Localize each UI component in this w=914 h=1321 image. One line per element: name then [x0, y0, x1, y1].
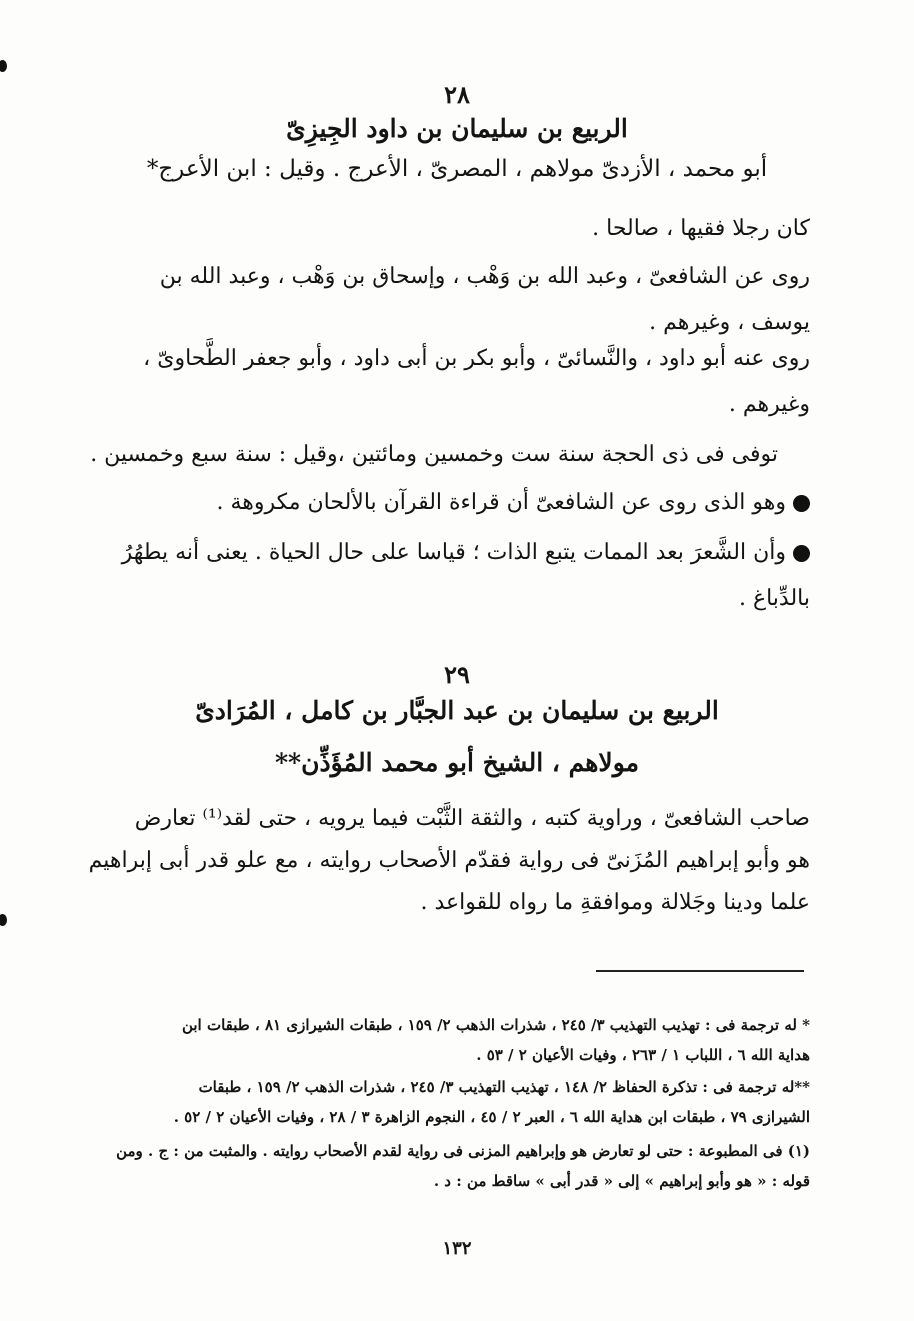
entry-name: الربيع بن سليمان بن عبد الجبَّار بن كامل ، المُرَادىّ — [195, 696, 719, 725]
entry-subtitle: مولاهم ، الشيخ أبو محمد المُؤَذِّن** — [274, 748, 639, 777]
text-line: وغيرهم . — [728, 392, 810, 417]
footnote-line: (١) فى المطبوعة : حتى لو تعارض هو وإبراهيم المزنى فى رواية لقدم الأصحاب روايته . والمثبت من : ج . ومن — [116, 1142, 810, 1160]
footnote-line: قوله : « هو وأبو إبراهيم » إلى « قدر أبى » ساقط من : د . — [433, 1172, 810, 1190]
bullet-icon — [793, 545, 810, 562]
bullet-icon — [793, 495, 810, 512]
text-line: بالدِّباغ . — [738, 586, 810, 611]
footnote-line: **له ترجمة فى : تذكرة الحفاظ ٢/ ١٤٨ ، تهذيب التهذيب ٣/ ٢٤٥ ، شذرات الذهب ٢/ ١٥٩ ، طبقات — [198, 1078, 810, 1096]
page-number: ١٣٢ — [442, 1238, 472, 1259]
text-line: توفى فى ذى الحجة سنة ست وخمسين ومائتين ،وقيل : سنة سبع وخمسين . — [90, 442, 778, 467]
footnote-line: الشيرازى ٧٩ ، طبقات ابن هداية الله ٦ ، العبر ٢ / ٤٥ ، النجوم الزاهرة ٣ / ٢٨ ، وفيات الأعيان ٢ / ٥٢ . — [173, 1108, 810, 1126]
scan-mark — [0, 914, 7, 926]
text-line: وهو الذى روى عن الشافعىّ أن قراءة القرآن بالألحان مكروهة . — [216, 490, 810, 515]
footnote-line: هداية الله ٦ ، اللباب ١ / ٢٦٣ ، وفيات الأعيان ٢ / ٥٣ . — [476, 1046, 810, 1064]
scan-mark — [0, 60, 7, 72]
entry-name: الربيع بن سليمان بن داود الجِيزِىّ — [286, 114, 628, 143]
entry-nasab: أبو محمد ، الأزدىّ مولاهم ، المصرىّ ، الأعرج . وقيل : ابن الأعرج* — [146, 156, 768, 182]
text-line: وأن الشَّعرَ بعد الممات يتبع الذات ؛ قياسا على حال الحياة . يعنى أنه يطهُرُ — [70, 540, 810, 565]
text-line: يوسف ، وغيرهم . — [649, 310, 810, 335]
text-line: روى عن الشافعىّ ، وعبد الله بن وَهْب ، وإسحاق بن وَهْب ، وعبد الله بن — [159, 264, 810, 289]
text-line: علما ودينا وجَلالة وموافقةِ ما رواه للقواعد . — [420, 890, 810, 915]
entry-number: ٢٨ — [444, 80, 470, 109]
footnote-rule — [596, 970, 804, 972]
text-line: كان رجلا فقيها ، صالحا . — [592, 216, 810, 241]
text-line: روى عنه أبو داود ، والنَّسائىّ ، وأبو بكر بن أبى داود ، وأبو جعفر الطَّحاوىّ ، — [143, 346, 810, 371]
entry-number: ٢٩ — [444, 660, 470, 689]
text-line: صاحب الشافعىّ ، وراوية كتبه ، والثقة الثَّبْت فيما يرويه ، حتى لقد⁽¹⁾ تعارض — [134, 806, 810, 831]
footnote-line: * له ترجمة فى : تهذيب التهذيب ٣/ ٢٤٥ ، شذرات الذهب ٢/ ١٥٩ ، طبقات الشيرازى ٨١ ، طبقات ابن — [181, 1016, 810, 1034]
text-line: هو وأبو إبراهيم المُزَنىّ فى رواية فقدّم الأصحاب روايته ، مع علو قدر أبى إبراهيم — [88, 848, 810, 873]
